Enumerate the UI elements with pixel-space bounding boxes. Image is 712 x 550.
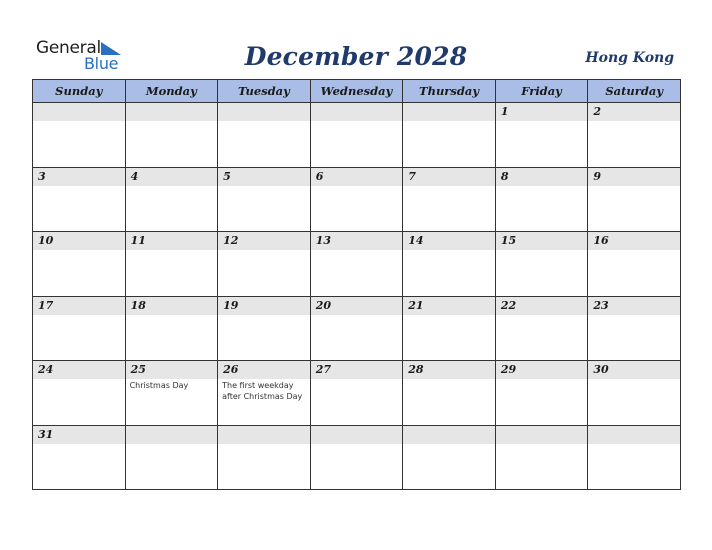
day-number-bar	[403, 103, 495, 121]
day-cell	[125, 232, 218, 297]
holiday-label	[126, 444, 218, 445]
day-number: 15	[500, 234, 517, 247]
day-number: 13	[315, 234, 331, 247]
day-number-bar	[218, 297, 310, 315]
logo-text-blue: Blue	[84, 54, 119, 73]
weekday-header: Monday	[125, 80, 218, 103]
holiday-label	[218, 444, 310, 445]
holiday-label	[588, 379, 680, 380]
holiday-label	[33, 379, 125, 380]
day-cell	[33, 361, 126, 426]
holiday-label	[403, 186, 495, 187]
day-number-bar	[311, 297, 403, 315]
day-cell	[588, 361, 681, 426]
day-cell	[403, 167, 496, 232]
day-cell	[33, 425, 126, 490]
holiday-label	[218, 121, 310, 122]
calendar-title: December 2028	[244, 42, 468, 71]
day-number-bar	[588, 103, 680, 121]
day-number-bar	[126, 168, 218, 186]
holiday-label	[311, 315, 403, 316]
day-number: 30	[593, 363, 609, 376]
day-cell	[588, 425, 681, 490]
day-number: 2	[593, 105, 602, 118]
day-number-bar	[588, 297, 680, 315]
holiday-label	[311, 444, 403, 445]
holiday-label	[588, 444, 680, 445]
day-number: 7	[408, 169, 416, 183]
day-number-bar	[126, 297, 218, 315]
holiday-label	[126, 250, 218, 251]
day-number: 1	[500, 105, 509, 118]
day-cell	[33, 103, 126, 168]
day-cell	[495, 232, 588, 297]
holiday-label	[496, 250, 588, 251]
holiday-label	[311, 379, 403, 380]
day-number: 17	[38, 298, 54, 312]
day-cell	[33, 167, 126, 232]
day-number: 21	[408, 298, 424, 312]
day-number-bar	[126, 426, 218, 444]
day-cell	[403, 361, 496, 426]
day-number-bar	[33, 232, 125, 250]
day-number: 11	[130, 234, 146, 247]
day-cell	[218, 167, 311, 232]
day-cell	[218, 103, 311, 168]
day-cell	[403, 425, 496, 490]
weekday-header: Sunday	[33, 80, 126, 103]
day-number-bar	[126, 361, 218, 379]
holiday-label	[218, 250, 310, 251]
day-number-bar	[218, 426, 310, 444]
day-cell	[218, 232, 311, 297]
holiday-label	[496, 121, 588, 122]
holiday-label	[311, 186, 403, 187]
day-cell	[33, 296, 126, 361]
day-number-bar	[126, 103, 218, 121]
day-number: 28	[408, 363, 424, 376]
day-cell	[125, 103, 218, 168]
day-cell	[588, 296, 681, 361]
weekday-header-row	[33, 80, 681, 103]
day-cell	[495, 103, 588, 168]
holiday-label	[33, 250, 125, 251]
day-cell	[403, 232, 496, 297]
holiday-label	[403, 250, 495, 251]
holiday-label	[588, 315, 680, 316]
day-number-bar	[496, 361, 588, 379]
day-number: 29	[500, 363, 517, 376]
day-cell	[495, 361, 588, 426]
holiday-label	[33, 315, 125, 316]
day-number: 26	[223, 363, 239, 376]
day-number: 14	[408, 234, 424, 247]
holiday-label	[33, 186, 125, 187]
day-number-bar	[33, 361, 125, 379]
holiday-label	[126, 121, 218, 122]
day-cell	[218, 425, 311, 490]
day-cell	[125, 361, 218, 426]
holiday-label	[33, 444, 125, 445]
holiday-label: The first weekday after Christmas Day	[222, 381, 303, 401]
day-cell	[218, 296, 311, 361]
day-number: 6	[315, 169, 324, 183]
calendar-grid	[32, 79, 681, 490]
day-number: 19	[223, 298, 239, 312]
day-number-bar	[403, 426, 495, 444]
day-cell	[310, 296, 403, 361]
day-cell	[125, 167, 218, 232]
day-number: 8	[500, 169, 509, 183]
day-number: 31	[38, 427, 54, 441]
week-row	[33, 232, 681, 297]
day-number-bar	[311, 232, 403, 250]
weekday-header: Tuesday	[218, 80, 311, 103]
day-number-bar	[496, 297, 588, 315]
holiday-label	[588, 250, 680, 251]
day-number-bar	[403, 168, 495, 186]
day-number-bar	[496, 168, 588, 186]
day-cell	[218, 361, 311, 426]
day-cell	[125, 296, 218, 361]
day-cell	[310, 103, 403, 168]
day-number: 10	[38, 234, 54, 247]
calendar-region: Hong Kong	[585, 50, 674, 66]
day-cell	[310, 361, 403, 426]
day-cell	[310, 232, 403, 297]
day-number: 9	[593, 169, 602, 183]
day-cell	[403, 296, 496, 361]
day-number: 27	[315, 363, 331, 376]
holiday-label	[496, 315, 588, 316]
day-number-bar	[218, 168, 310, 186]
day-number-bar	[403, 297, 495, 315]
holiday-label	[218, 315, 310, 316]
day-number-bar	[218, 361, 310, 379]
holiday-label	[311, 250, 403, 251]
holiday-label	[588, 186, 680, 187]
day-number: 3	[38, 169, 46, 183]
day-number-bar	[588, 168, 680, 186]
holiday-label	[496, 186, 588, 187]
day-number-bar	[588, 232, 680, 250]
holiday-label: Christmas Day	[129, 381, 189, 390]
day-number: 23	[593, 298, 609, 312]
day-cell	[495, 425, 588, 490]
week-row	[33, 361, 681, 426]
day-cell	[588, 167, 681, 232]
day-number-bar	[311, 361, 403, 379]
day-number-bar	[126, 232, 218, 250]
holiday-label	[403, 444, 495, 445]
day-number-bar	[311, 168, 403, 186]
day-number-bar	[33, 168, 125, 186]
holiday-label	[403, 121, 495, 122]
holiday-label	[311, 121, 403, 122]
day-cell	[495, 296, 588, 361]
holiday-label	[33, 121, 125, 122]
weekday-header: Saturday	[588, 80, 681, 103]
weekday-header: Friday	[495, 80, 588, 103]
day-number-bar	[496, 103, 588, 121]
day-number: 12	[223, 234, 239, 247]
day-number-bar	[496, 426, 588, 444]
day-number-bar	[33, 297, 125, 315]
logo-text-general: General	[36, 38, 101, 58]
day-number-bar	[218, 103, 310, 121]
week-row	[33, 425, 681, 490]
day-number-bar	[588, 361, 680, 379]
day-number: 25	[130, 363, 146, 376]
holiday-label	[218, 186, 310, 187]
day-number: 20	[315, 298, 331, 312]
day-cell	[33, 232, 126, 297]
day-number: 18	[130, 298, 146, 312]
day-cell	[588, 103, 681, 168]
day-number: 16	[593, 234, 609, 247]
day-number-bar	[33, 426, 125, 444]
holiday-label	[126, 315, 218, 316]
day-cell	[310, 425, 403, 490]
day-number-bar	[403, 361, 495, 379]
day-cell	[588, 232, 681, 297]
day-number-bar	[588, 426, 680, 444]
day-number-bar	[311, 426, 403, 444]
holiday-label	[496, 379, 588, 380]
week-row	[33, 103, 681, 168]
week-row	[33, 296, 681, 361]
day-cell	[310, 167, 403, 232]
holiday-label	[126, 186, 218, 187]
day-cell	[495, 167, 588, 232]
holiday-label	[403, 379, 495, 380]
day-number-bar	[496, 232, 588, 250]
day-number-bar	[218, 232, 310, 250]
day-cell	[125, 425, 218, 490]
week-row	[33, 167, 681, 232]
day-cell	[403, 103, 496, 168]
day-number-bar	[403, 232, 495, 250]
weekday-header: Thursday	[403, 80, 496, 103]
day-number: 24	[38, 363, 54, 376]
day-number: 22	[500, 298, 517, 312]
holiday-label	[403, 315, 495, 316]
day-number-bar	[33, 103, 125, 121]
weekday-header: Wednesday	[310, 80, 403, 103]
holiday-label	[496, 444, 588, 445]
day-number-bar	[311, 103, 403, 121]
day-number: 4	[130, 169, 139, 183]
day-number: 5	[223, 169, 231, 183]
holiday-label	[588, 121, 680, 122]
